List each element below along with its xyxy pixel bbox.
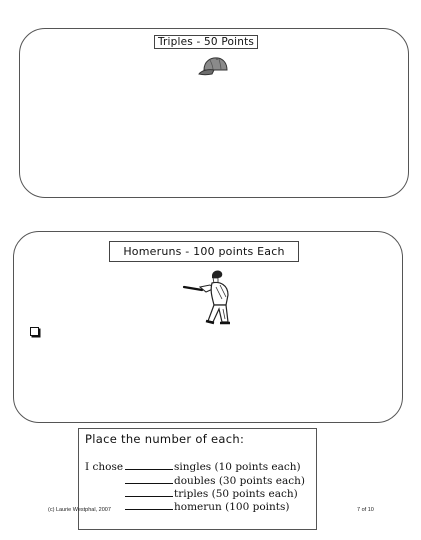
tally-blank[interactable] xyxy=(125,500,173,510)
tally-row-label: homerun (100 points) xyxy=(174,501,290,513)
tally-row xyxy=(85,460,301,473)
tally-blank[interactable] xyxy=(125,474,173,484)
checkbox-icon[interactable] xyxy=(30,327,39,336)
baseball-cap-icon xyxy=(198,56,230,78)
page-number: 7 of 10 xyxy=(357,507,374,513)
baseball-batter-icon xyxy=(182,269,238,327)
tally-row-label: triples (50 points each) xyxy=(174,488,298,500)
homeruns-panel xyxy=(13,231,403,423)
triples-label: Triples - 50 Points xyxy=(154,35,258,49)
tally-blank[interactable] xyxy=(125,460,173,470)
homeruns-label: Homeruns - 100 points Each xyxy=(109,241,299,262)
tally-row xyxy=(85,474,305,487)
tally-heading: Place the number of each: xyxy=(85,432,245,446)
copyright-text: (c) Laurie Westphal, 2007 xyxy=(48,507,111,513)
tally-row xyxy=(85,500,289,513)
triples-panel xyxy=(19,28,409,198)
tally-blank[interactable] xyxy=(125,487,173,497)
tally-row-label: doubles (30 points each) xyxy=(174,475,305,487)
tally-lead: I chose xyxy=(85,461,124,473)
tally-box xyxy=(78,428,317,530)
tally-row xyxy=(85,487,298,500)
tally-row-label: singles (10 points each) xyxy=(174,461,301,473)
